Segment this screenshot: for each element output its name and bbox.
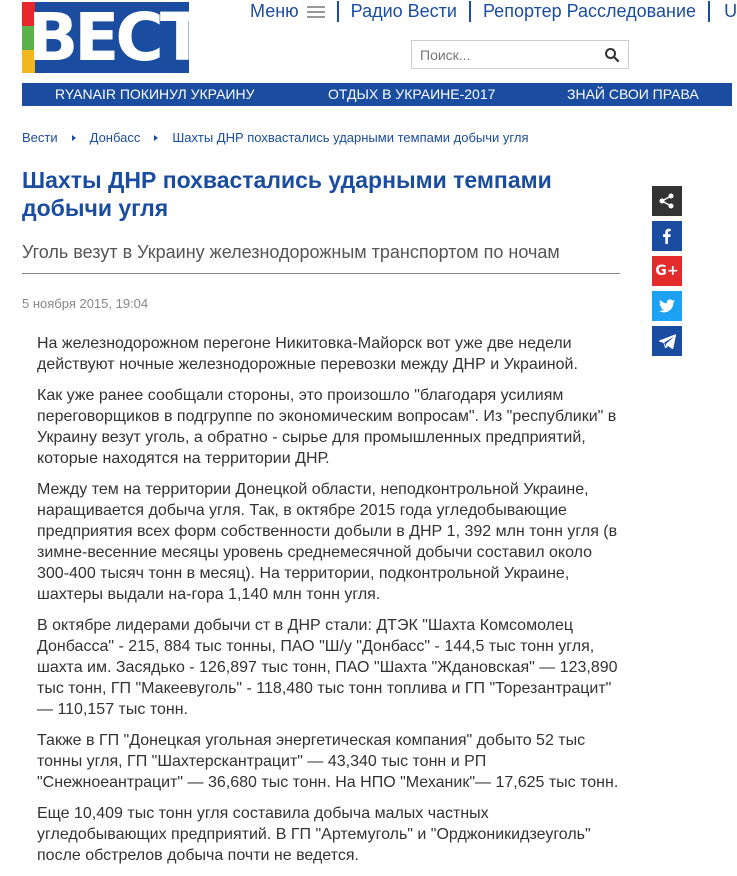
share-icon [658, 192, 676, 210]
article-lead: Уголь везут в Украину железнодорожным транспортом по ночам [22, 242, 560, 262]
twitter-share-button[interactable] [652, 291, 682, 321]
nav-link-radio[interactable]: Радио Вести [339, 1, 471, 22]
nav-link-truncated[interactable]: U [724, 0, 737, 21]
breadcrumb [22, 130, 528, 145]
nav-link-reporter[interactable]: Репортер Расследование [471, 1, 710, 22]
search-input[interactable] [412, 41, 592, 68]
twitter-icon [659, 299, 675, 313]
article-date: 5 ноября 2015, 19:04 [22, 296, 149, 311]
article-paragraph: Также в ГП "Донецкая угольная энергетическая компания" добыто 52 тыс тонны угля, ГП "Шахтерскантрацит" — 43,340 тыс тонн и РП "Снежноеантрацит" — 36,680 тыс тонн. На НПО "Механик"— 17,625 тыс тонн. [37, 732, 619, 791]
breadcrumb-current[interactable]: Шахты ДНР похвастались ударными темпами добычи угля [172, 130, 529, 145]
google-plus-icon: G+ [655, 263, 679, 279]
share-button[interactable] [652, 186, 682, 216]
telegram-icon [659, 334, 676, 349]
telegram-share-button[interactable] [652, 326, 682, 356]
search-box [411, 40, 629, 69]
breadcrumb-home[interactable]: Вести [22, 130, 58, 145]
facebook-icon [659, 228, 675, 244]
hot-topics-bar [22, 83, 732, 106]
menu-button[interactable] [250, 1, 339, 22]
article-paragraph: На железнодорожном перегоне Никитовка-Майорск вот уже две недели действуют ночные железнодорожные перевозки между ДНР и Украиной. [37, 335, 578, 373]
article-paragraph: Между тем на территории Донецкой области, неподконтрольной Украине, наращивается добыча угля. Так, в октябре 2015 года угледобывающие предприятия всех форм собственности добыли в ДНР 1, 392 млн тонн угля (в зимне-весенние месяцы уровень среднемесячной добычи составил около 300-400 тысяч тонн в месяц). На территории, подконтрольной Украине, шахтеры выдали на-гора 1,140 млн тонн угля. [37, 481, 618, 603]
menu-label: Меню [250, 0, 299, 21]
article-paragraph: В октябре лидерами добычи ст в ДНР стали: ДТЭК "Шахта Комсомолец Донбасса" - 215, 884 тыс тонны, ПАО "Ш/у "Донбасс" - 144,5 тыс тонн угля, шахта им. Засядько - 126,897 тыс тонн, ПАО "Шахта "Ждановская" — 123,890 тыс тонн, ГП "Макеевуголь" - 118,480 тыс тонн топлива и ГП "Торезантрацит" — 110,157 тыс тонн. [37, 617, 618, 718]
article-paragraph: Еще 10,409 тыс тонн угля составила добыча малых частных угледобывающих предприятий. В ГП "Артемуголь" и "Орджоникидзеуголь" после обстрелов добыча почти не ведется. [37, 805, 591, 864]
hamburger-icon [307, 5, 325, 18]
logo-text: ВЕСТИ [28, 0, 253, 76]
breadcrumb-arrow-icon [154, 135, 158, 141]
facebook-share-button[interactable] [652, 221, 682, 251]
vesti-logo[interactable] [22, 0, 253, 76]
breadcrumb-section[interactable]: Донбасс [89, 130, 141, 145]
article-body [37, 333, 622, 876]
top-navigation [250, 0, 737, 22]
article-paragraph: Как уже ранее сообщали стороны, это произошло "благодаря усилиям переговорщиков в подгруппе по экономическим вопросам". Из "республики" в Украину везут уголь, а обратно - сырье для промышленных предприятий, которые находятся на территории ДНР. [37, 387, 617, 467]
hot-topic-travel[interactable]: ОТДЫХ В УКРАИНЕ-2017 [328, 86, 496, 102]
search-icon[interactable] [604, 47, 620, 63]
breadcrumb-arrow-icon [72, 135, 76, 141]
google-plus-share-button[interactable] [652, 256, 682, 286]
share-panel [652, 186, 682, 361]
divider [22, 273, 620, 274]
hot-topic-rights[interactable]: ЗНАЙ СВОИ ПРАВА [567, 86, 699, 102]
article-title: Шахты ДНР похвастались ударными темпами добычи угля [22, 167, 552, 221]
hot-topic-ryanair[interactable]: RYANAIR ПОКИНУЛ УКРАИНУ [55, 86, 255, 102]
